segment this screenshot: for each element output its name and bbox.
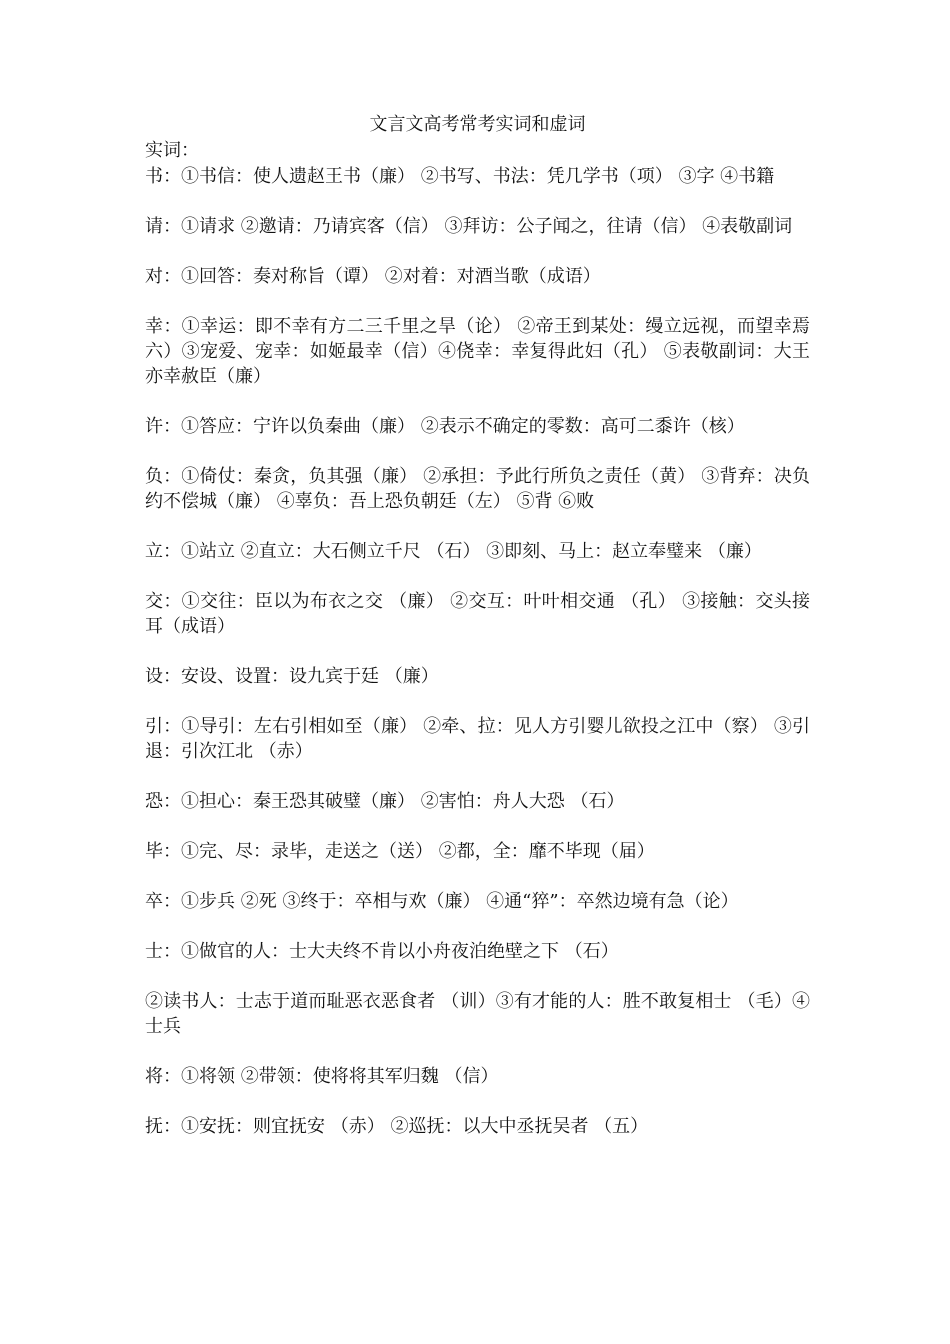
- entry-fu-fu: 抚：①安抚：则宜抚安 （赤） ②巡抚：以大中丞抚吴者 （五）: [145, 1116, 649, 1137]
- entry-shi-continued: ②读书人：士志于道而耻恶衣恶食者 （训）③有才能的人：胜不敢复相士 （毛）④士兵: [145, 991, 810, 1037]
- entry-bi: 毕：①完、尽：录毕，走送之（送） ②都，全：靡不毕现（届）: [145, 841, 655, 862]
- entry-kong: 恐：①担心：秦王恐其破璧（廉） ②害怕：舟人大恐 （石）: [145, 791, 625, 812]
- entry-xu: 许：①答应：宁许以负秦曲（廉） ②表示不确定的零数：高可二黍许（核）: [145, 416, 745, 437]
- entry-qing: 请：①请求 ②邀请：乃请宾客（信） ③拜访：公子闻之，往请（信） ④表敬副词: [145, 216, 793, 237]
- entry-fu: 负：①倚仗：秦贪，负其强（廉） ②承担：予此行所负之责任（黄） ③背弃：决负约不偿城（廉） ④辜负：吾上恐负朝廷（左） ⑤背 ⑥败: [145, 466, 810, 512]
- entry-xing: 幸：①幸运：即不幸有方二三千里之旱（论） ②帝王到某处：缦立远视，而望幸焉 六）③宠爱、宠幸：如姬最幸（信）④侥幸：幸复得此妇（孔） ⑤表敬副词：大王亦幸赦臣（廉）: [145, 316, 810, 387]
- document-page: [145, 112, 810, 1164]
- entry-jiao: 交：①交往：臣以为布衣之交 （廉） ②交互：叶叶相交通 （孔） ③接触：交头接耳（成语）: [145, 591, 810, 637]
- section-label: 实词：: [145, 140, 199, 161]
- entry-she: 设：安设、设置：设九宾于廷 （廉）: [145, 666, 439, 687]
- entry-li: 立：①站立 ②直立：大石侧立千尺 （石） ③即刻、马上：赵立奉璧来 （廉）: [145, 541, 762, 562]
- entry-zu: 卒：①步兵 ②死 ③终于：卒相与欢（廉） ④通“猝”：卒然边境有急（论）: [145, 891, 739, 912]
- entry-jiang: 将：①将领 ②带领：使将将其军归魏 （信）: [145, 1066, 499, 1087]
- entry-shi: 士：①做官的人：士大夫终不肯以小舟夜泊绝壁之下 （石）: [145, 941, 619, 962]
- entry-dui: 对：①回答：奏对称旨（谭） ②对着：对酒当歌（成语）: [145, 266, 601, 287]
- entry-shu: 书：①书信：使人遗赵王书（廉） ②书写、书法：凭几学书（项） ③字 ④书籍: [145, 166, 775, 187]
- entry-yin: 引：①导引：左右引相如至（廉） ②牵、拉：见人方引婴儿欲投之江中（察） ③引退：引次江北 （赤）: [145, 716, 810, 762]
- document-title: 文言文高考常考实词和虚词: [369, 114, 586, 135]
